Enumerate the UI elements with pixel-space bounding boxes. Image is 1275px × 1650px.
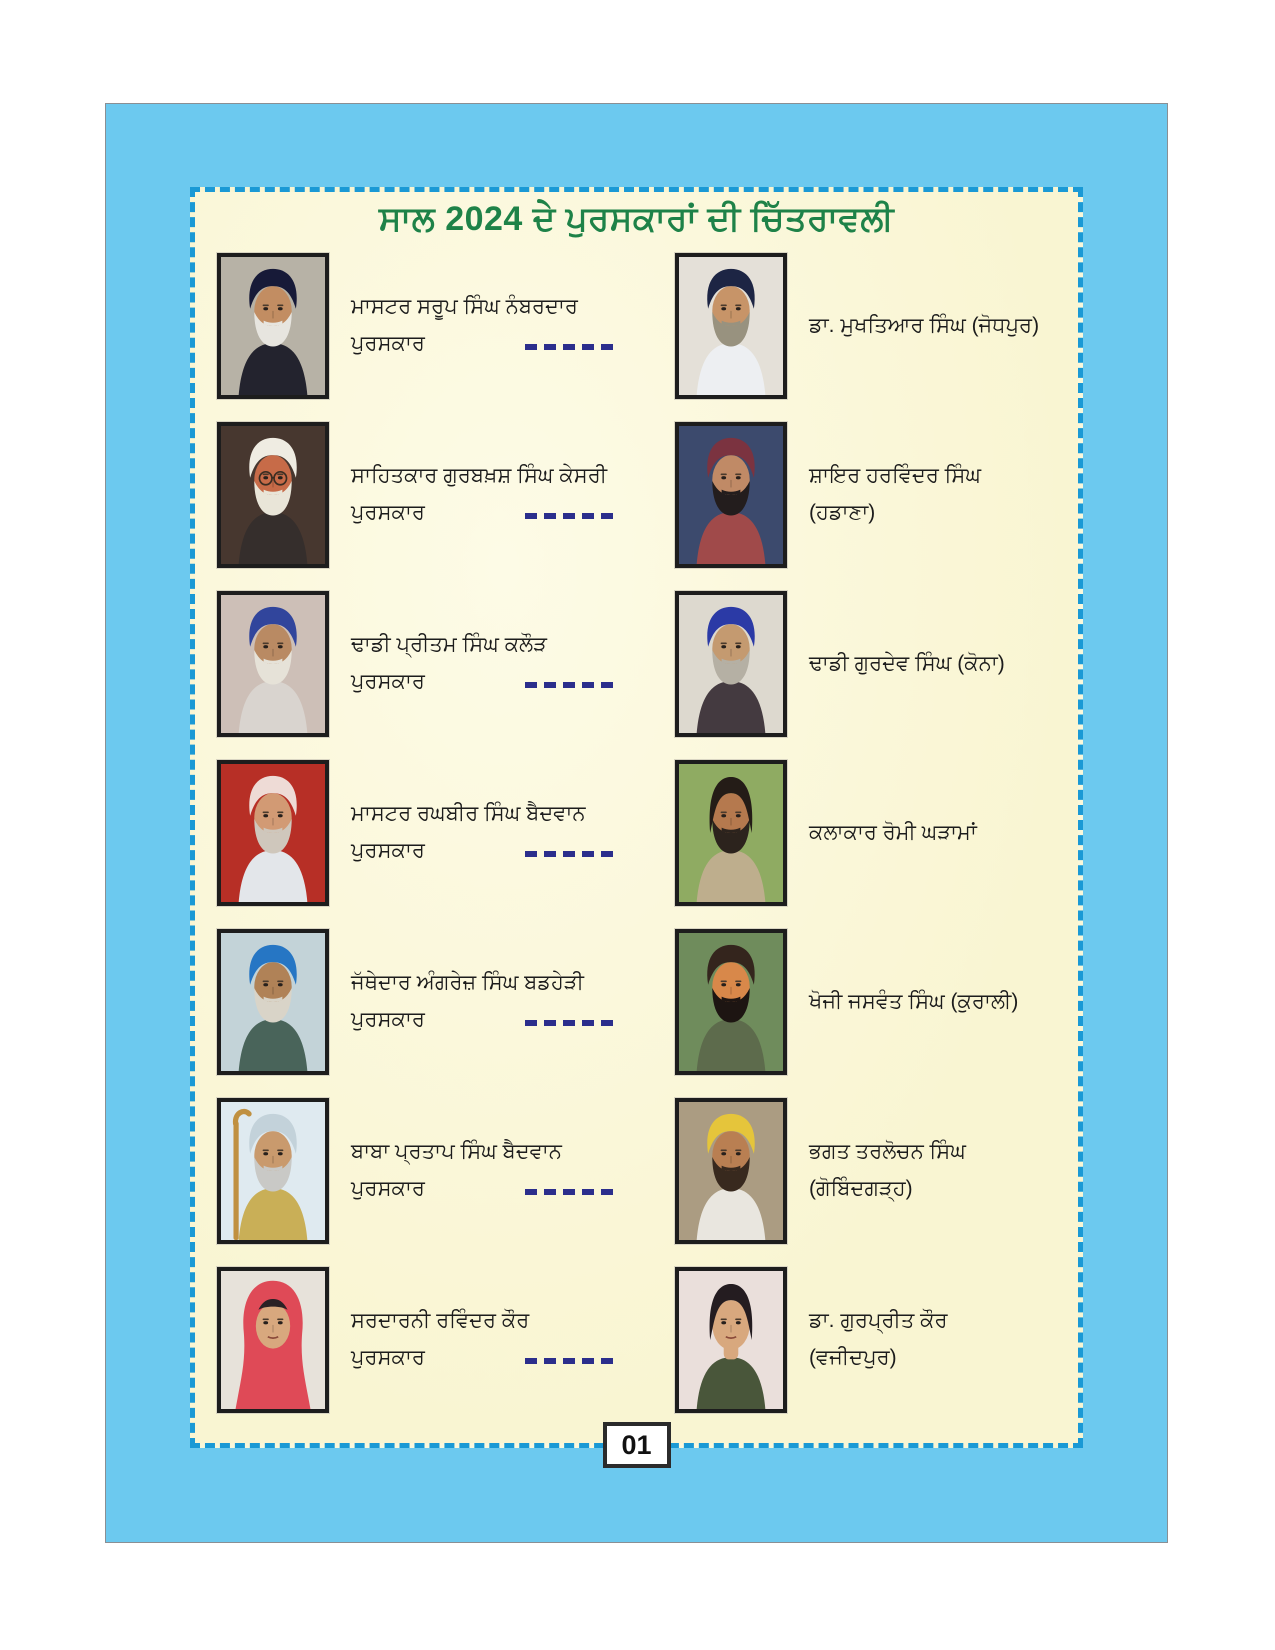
gallery-row: [195, 917, 1078, 1086]
award-entry: [647, 1086, 1078, 1255]
awardee-name: ਭਗਤ ਤਰਲੋਚਨ ਸਿੰਘ: [809, 1140, 966, 1163]
award-word-line: [351, 667, 617, 697]
gallery-row: [195, 241, 1078, 410]
award-word: ਪੁਰਸਕਾਰ: [351, 1346, 425, 1369]
portrait-photo: [217, 422, 329, 568]
caption: [351, 630, 617, 697]
award-entry: [195, 1255, 647, 1424]
award-entry: [195, 917, 647, 1086]
caption: [351, 799, 617, 866]
award-name: ਮਾਸਟਰ ਸਰੂਪ ਸਿੰਘ ਨੰਬਰਦਾਰ: [351, 295, 578, 318]
portrait-photo: [675, 591, 787, 737]
award-entry: [647, 410, 1078, 579]
award-entry: [647, 579, 1078, 748]
caption: [809, 818, 977, 848]
awardee-name: ਢਾਡੀ ਗੁਰਦੇਵ ਸਿੰਘ (ਕੋਨਾ): [809, 651, 1005, 675]
award-word: ਪੁਰਸਕਾਰ: [351, 1177, 425, 1200]
award-name: ਮਾਸਟਰ ਰਘਬੀਰ ਸਿੰਘ ਬੈਦਵਾਨ: [351, 802, 586, 825]
portrait-photo: [675, 1267, 787, 1413]
page-number: 01: [621, 1429, 652, 1460]
award-name: ਸਾਹਿਤਕਾਰ ਗੁਰਬਖ਼ਸ਼ ਸਿੰਘ ਕੇਸਰੀ: [351, 464, 608, 487]
portrait-photo: [675, 253, 787, 399]
awardee-name: ਡਾ. ਮੁਖਤਿਆਰ ਸਿੰਘ (ਜੋਧਪੁਰ): [809, 313, 1040, 337]
awardee-place: (ਗੋਬਿੰਦਗੜ੍ਹ): [809, 1177, 913, 1200]
award-entry: [195, 410, 647, 579]
portrait-photo: [217, 1098, 329, 1244]
award-entry: [195, 1086, 647, 1255]
award-word-line: [351, 498, 617, 528]
dotted-fill-line: [525, 513, 617, 519]
dotted-fill-line: [525, 851, 617, 857]
caption: [351, 1306, 617, 1373]
award-word: ਪੁਰਸਕਾਰ: [351, 1008, 425, 1031]
award-entry: [647, 748, 1078, 917]
gallery-row: [195, 748, 1078, 917]
caption: [351, 461, 617, 528]
portrait-photo: [217, 1267, 329, 1413]
award-entry: [195, 241, 647, 410]
awardee-name: ਕਲਾਕਾਰ ਰੋਮੀ ਘੜਾਮਾਂ: [809, 820, 977, 844]
award-entry: [647, 917, 1078, 1086]
award-word-line: [351, 1174, 617, 1204]
caption: [809, 649, 1005, 679]
gallery-row: [195, 579, 1078, 748]
award-name: ਬਾਬਾ ਪ੍ਰਤਾਪ ਸਿੰਘ ਬੈਦਵਾਨ: [351, 1140, 562, 1163]
dotted-fill-line: [525, 1358, 617, 1364]
outer-blue-panel: [105, 103, 1168, 1543]
award-name: ਜੱਥੇਦਾਰ ਅੰਗਰੇਜ਼ ਸਿੰਘ ਬਡਹੇੜੀ: [351, 971, 584, 994]
awards-grid: [195, 241, 1078, 1424]
award-word: ਪੁਰਸਕਾਰ: [351, 501, 425, 524]
awardee-place: (ਹਡਾਣਾ): [809, 501, 876, 524]
award-entry: [647, 241, 1078, 410]
portrait-photo: [217, 591, 329, 737]
gallery-row: [195, 410, 1078, 579]
award-word: ਪੁਰਸਕਾਰ: [351, 332, 425, 355]
awardee-place: (ਵਜੀਦਪੁਰ): [809, 1346, 897, 1369]
page-title: ਸਾਲ 2024 ਦੇ ਪੁਰਸਕਾਰਾਂ ਦੀ ਚਿੱਤਰਾਵਲੀ: [378, 200, 895, 238]
caption: [809, 311, 1039, 341]
awards-gallery-page: [190, 187, 1083, 1448]
award-word-line: [351, 836, 617, 866]
award-word: ਪੁਰਸਕਾਰ: [351, 670, 425, 693]
awardee-name: ਸ਼ਾਇਰ ਹਰਵਿੰਦਰ ਸਿੰਘ: [809, 464, 982, 487]
award-entry: [195, 748, 647, 917]
portrait-photo: [675, 760, 787, 906]
award-word-line: [351, 329, 617, 359]
award-entry: [647, 1255, 1078, 1424]
award-word-line: [351, 1343, 617, 1373]
caption: [809, 461, 981, 528]
caption: [351, 1137, 617, 1204]
gallery-row: [195, 1255, 1078, 1424]
caption: [809, 1137, 966, 1204]
portrait-photo: [675, 929, 787, 1075]
page-number-box: [603, 1422, 671, 1468]
award-name: ਸਰਦਾਰਨੀ ਰਵਿੰਦਰ ਕੌਰ: [351, 1309, 530, 1332]
portrait-photo: [675, 1098, 787, 1244]
caption: [809, 1306, 947, 1373]
award-word-line: [351, 1005, 617, 1035]
dotted-fill-line: [525, 682, 617, 688]
portrait-photo: [217, 253, 329, 399]
portrait-photo: [217, 760, 329, 906]
awardee-name: ਖੋਜੀ ਜਸਵੰਤ ਸਿੰਘ (ਕੁਰਾਲੀ): [809, 989, 1019, 1013]
awardee-name: ਡਾ. ਗੁਰਪ੍ਰੀਤ ਕੌਰ: [809, 1309, 948, 1332]
caption: [351, 968, 617, 1035]
portrait-photo: [675, 422, 787, 568]
gallery-row: [195, 1086, 1078, 1255]
award-name: ਢਾਡੀ ਪ੍ਰੀਤਮ ਸਿੰਘ ਕਲੌੜ: [351, 633, 547, 656]
award-word: ਪੁਰਸਕਾਰ: [351, 839, 425, 862]
caption: [351, 292, 617, 359]
dotted-fill-line: [525, 344, 617, 350]
dotted-fill-line: [525, 1020, 617, 1026]
portrait-photo: [217, 929, 329, 1075]
award-entry: [195, 579, 647, 748]
dotted-fill-line: [525, 1189, 617, 1195]
caption: [809, 987, 1018, 1017]
